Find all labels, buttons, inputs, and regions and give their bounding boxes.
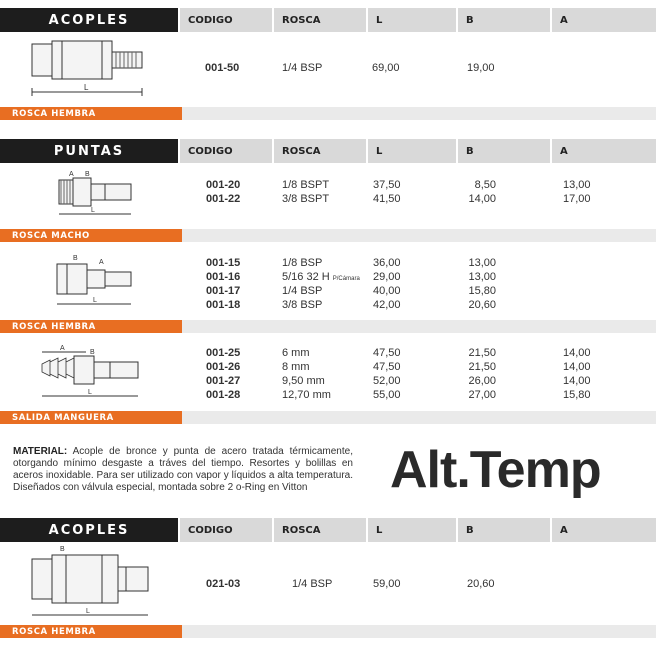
rosca-001-16-value: 5/16 32 H (282, 271, 330, 283)
rosca-001-20: 1/8 BSPT (282, 179, 330, 191)
l-001-22: 41,50 (373, 193, 401, 205)
svg-text:B: B (90, 349, 95, 356)
svg-text:L: L (86, 608, 90, 615)
code-001-22: 001-22 (206, 193, 241, 205)
svg-text:L: L (88, 389, 92, 396)
b-001-28: 27,00 (468, 389, 496, 401)
l-001-28: 55,00 (373, 389, 401, 401)
code-001-26: 001-26 (206, 361, 241, 373)
col-header-a: A (552, 8, 656, 32)
svg-text:A: A (60, 345, 65, 352)
col-header-codigo: CODIGO (180, 139, 272, 163)
section-title-acoples-2: ACOPLES (0, 518, 178, 542)
col-header-codigo: CODIGO (180, 8, 272, 32)
section-title-acoples: ACOPLES (0, 8, 178, 32)
code-001-25: 001-25 (206, 347, 241, 359)
col-header-l: L (368, 139, 456, 163)
svg-text:B: B (73, 255, 78, 262)
b-001-18: 20,60 (468, 299, 496, 311)
col-header-rosca: ROSCA (274, 139, 366, 163)
code-001-50: 001-50 (205, 62, 240, 74)
female-coupler-diagram (20, 36, 170, 102)
code-021-03: 021-03 (206, 578, 241, 590)
female-coupler-diagram-2 (22, 543, 172, 623)
l-001-50: 69,00 (372, 62, 400, 74)
b-001-50: 19,00 (467, 62, 495, 74)
tag-rosca-hembra: ROSCA HEMBRA (0, 107, 182, 120)
l-001-25: 47,50 (373, 347, 401, 359)
rosca-001-17: 1/4 BSP (282, 285, 323, 297)
b-001-22: 14,00 (468, 193, 496, 205)
b-001-17: 15,80 (468, 285, 496, 297)
female-plug-diagram (45, 252, 165, 312)
material-text: Acople de bronce y punta de acero tratada térmicamente, otorgando mínimo desgaste a tráves del tiempo. Resortes y bolillas en aceros inoxidable. Para ser utilizado con vapor y líquidos a alta temperatura. Diseñados con válvula especial, montada sobre 2 o-Ring en Vitton (13, 446, 353, 493)
rosca-021-03: 1/4 BSP (292, 578, 333, 590)
tag-rosca-hembra-2: ROSCA HEMBRA (0, 320, 182, 333)
col-header-a: A (552, 518, 656, 542)
svg-text:L: L (91, 207, 95, 214)
l-001-15: 36,00 (373, 257, 401, 269)
svg-text:L: L (93, 297, 97, 304)
a-001-26: 14,00 (563, 361, 591, 373)
dim-l-label: L (84, 83, 89, 92)
b-001-25: 21,50 (468, 347, 496, 359)
code-001-17: 001-17 (206, 285, 241, 297)
l-001-18: 42,00 (373, 299, 401, 311)
svg-text:B: B (60, 546, 65, 553)
tag-rosca-macho: ROSCA MACHO (0, 229, 182, 242)
tag-salida-manguera: SALIDA MANGUERA (0, 411, 182, 424)
b-001-27: 26,00 (468, 375, 496, 387)
l-001-17: 40,00 (373, 285, 401, 297)
a-001-22: 17,00 (563, 193, 591, 205)
code-001-15: 001-15 (206, 257, 241, 269)
b-001-15: 13,00 (468, 257, 496, 269)
col-header-b: B (458, 518, 550, 542)
rosca-001-25: 6 mm (282, 347, 310, 359)
code-001-20: 001-20 (206, 179, 241, 191)
col-header-l: L (368, 8, 456, 32)
code-001-27: 001-27 (206, 375, 241, 387)
rosca-001-26: 8 mm (282, 361, 310, 373)
rosca-001-28: 12,70 mm (282, 389, 331, 401)
l-021-03: 59,00 (373, 578, 401, 590)
rosca-001-15: 1/8 BSP (282, 257, 323, 269)
svg-text:A: A (99, 259, 104, 266)
b-001-26: 21,50 (468, 361, 496, 373)
svg-text:B: B (85, 171, 90, 178)
tag-rosca-hembra-3: ROSCA HEMBRA (0, 625, 182, 638)
svg-text:A: A (69, 171, 74, 178)
l-001-20: 37,50 (373, 179, 401, 191)
section-title-puntas: PUNTAS (0, 139, 178, 163)
male-plug-diagram (45, 166, 165, 222)
rosca-001-27: 9,50 mm (282, 375, 325, 387)
rosca-001-22: 3/8 BSPT (282, 193, 330, 205)
rosca-001-18: 3/8 BSP (282, 299, 323, 311)
code-001-18: 001-18 (206, 299, 241, 311)
rosca-001-50: 1/4 BSP (282, 62, 323, 74)
b-001-16: 13,00 (468, 271, 496, 283)
brand-logo: Alt.Temp (390, 441, 601, 499)
code-001-28: 001-28 (206, 389, 241, 401)
col-header-rosca: ROSCA (274, 518, 366, 542)
a-001-25: 14,00 (563, 347, 591, 359)
a-001-27: 14,00 (563, 375, 591, 387)
hose-barb-plug-diagram (30, 340, 170, 404)
a-001-28: 15,80 (563, 389, 591, 401)
col-header-b: B (458, 139, 550, 163)
col-header-b: B (458, 8, 550, 32)
col-header-l: L (368, 518, 456, 542)
l-001-16: 29,00 (373, 271, 401, 283)
code-001-16: 001-16 (206, 271, 241, 283)
b-021-03: 20,60 (467, 578, 495, 590)
material-description (13, 446, 353, 494)
material-label: MATERIAL: (13, 446, 68, 457)
a-001-20: 13,00 (563, 179, 591, 191)
l-001-26: 47,50 (373, 361, 401, 373)
l-001-27: 52,00 (373, 375, 401, 387)
b-001-20: 8,50 (474, 179, 496, 191)
rosca-001-16-note: P/Cámara (332, 276, 360, 282)
col-header-codigo: CODIGO (180, 518, 272, 542)
col-header-rosca: ROSCA (274, 8, 366, 32)
col-header-a: A (552, 139, 656, 163)
